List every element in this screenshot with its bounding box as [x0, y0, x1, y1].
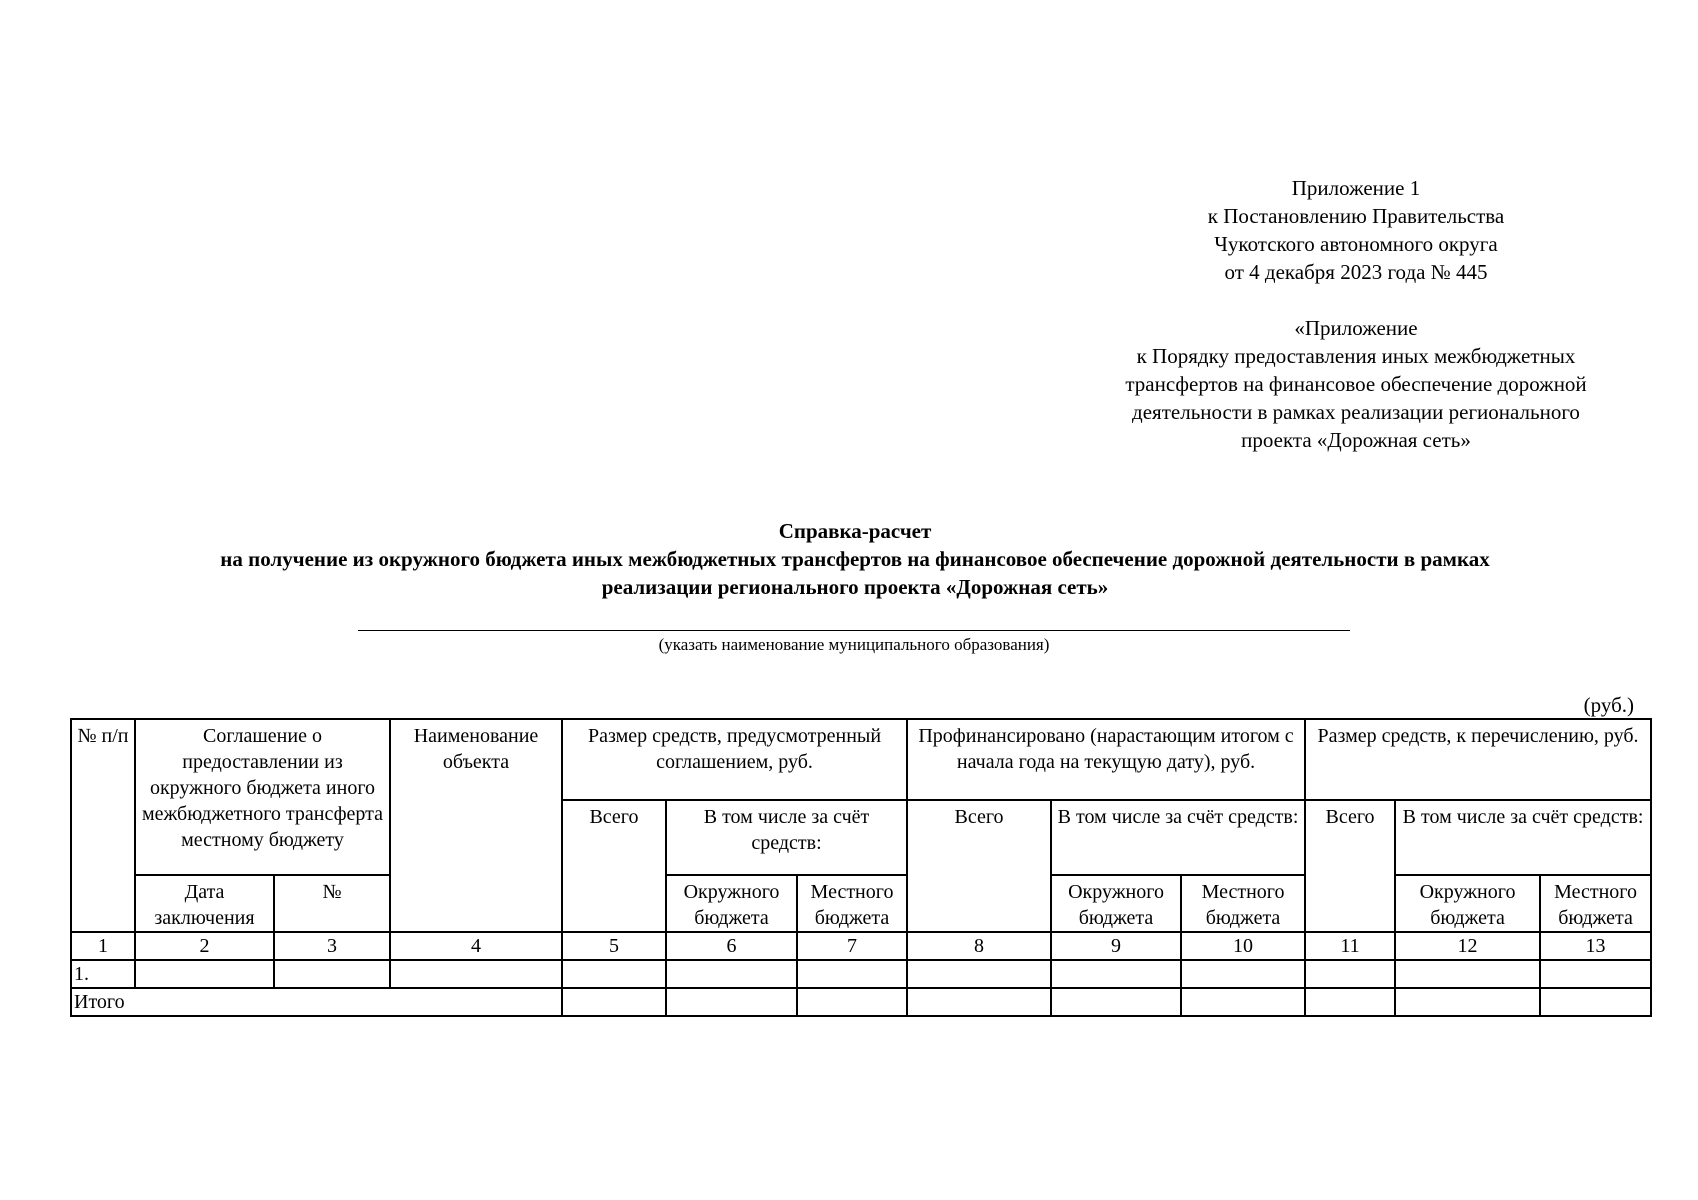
column-number: 1 [71, 932, 135, 960]
calculation-table [70, 718, 1652, 1017]
empty-cell[interactable] [562, 960, 666, 988]
header-transfer-including: В том числе за счёт средств: [1395, 800, 1651, 875]
header-planned: Размер средств, предусмотренный соглашением, руб. [562, 719, 907, 800]
column-number: 8 [907, 932, 1051, 960]
empty-cell[interactable] [666, 960, 797, 988]
procedure-appendix-heading [1056, 314, 1656, 454]
empty-cell[interactable] [1540, 988, 1651, 1016]
appendix-line: трансфертов на финансовое обеспечение дорожной [1125, 372, 1587, 396]
empty-cell[interactable] [135, 960, 274, 988]
header-transfer-total: Всего [1305, 800, 1395, 932]
title-line: реализации регионального проекта «Дорожная сеть» [601, 575, 1109, 599]
empty-cell[interactable] [666, 988, 797, 1016]
header-financed-local: Местного бюджета [1181, 875, 1305, 932]
empty-cell[interactable] [797, 988, 907, 1016]
header-transfer-district: Окружного бюджета [1395, 875, 1540, 932]
empty-cell[interactable] [1540, 960, 1651, 988]
empty-cell[interactable] [1051, 960, 1181, 988]
column-number: 5 [562, 932, 666, 960]
header-planned-including: В том числе за счёт средств: [666, 800, 907, 875]
currency-unit: (руб.) [1583, 693, 1634, 717]
empty-cell[interactable] [907, 988, 1051, 1016]
appendix-line: деятельности в рамках реализации регионального [1132, 400, 1580, 424]
column-number: 2 [135, 932, 274, 960]
table-row [71, 960, 1651, 988]
municipality-name-line[interactable] [358, 630, 1350, 631]
table-header-row [71, 719, 1651, 800]
title-line: Справка-расчет [778, 519, 932, 543]
empty-cell[interactable] [1181, 960, 1305, 988]
column-number: 13 [1540, 932, 1651, 960]
header-object-name: Наименование объекта [390, 719, 562, 932]
empty-cell[interactable] [1395, 988, 1540, 1016]
empty-cell[interactable] [797, 960, 907, 988]
empty-cell[interactable] [274, 960, 390, 988]
empty-cell[interactable] [1305, 988, 1395, 1016]
empty-cell[interactable] [562, 988, 666, 1016]
appendix-line: к Порядку предоставления иных межбюджетных [1136, 344, 1576, 368]
header-to-transfer: Размер средств, к перечислению, руб. [1305, 719, 1651, 800]
appendix-line: «Приложение [1294, 316, 1418, 340]
appendix-heading [1056, 174, 1656, 286]
column-number: 4 [390, 932, 562, 960]
header-planned-local: Местного бюджета [797, 875, 907, 932]
header-financed-total: Всего [907, 800, 1051, 932]
header-financed: Профинансировано (нарастающим итогом с начала года на текущую дату), руб. [907, 719, 1305, 800]
table-header-row [71, 875, 1651, 932]
total-row [71, 988, 1651, 1016]
empty-cell[interactable] [907, 960, 1051, 988]
column-number: 10 [1181, 932, 1305, 960]
appendix-line: проекта «Дорожная сеть» [1241, 428, 1471, 452]
empty-cell[interactable] [1051, 988, 1181, 1016]
column-number: 6 [666, 932, 797, 960]
header-planned-total: Всего [562, 800, 666, 932]
empty-cell[interactable] [390, 960, 562, 988]
empty-cell[interactable] [1305, 960, 1395, 988]
header-financed-district: Окружного бюджета [1051, 875, 1181, 932]
header-agreement-date: Дата заключения [135, 875, 274, 932]
document-title [60, 517, 1650, 601]
municipality-caption: (указать наименование муниципального образования) [658, 635, 1050, 654]
column-number: 7 [797, 932, 907, 960]
column-number-row [71, 932, 1651, 960]
column-number: 3 [274, 932, 390, 960]
header-financed-including: В том числе за счёт средств: [1051, 800, 1305, 875]
title-line: на получение из окружного бюджета иных межбюджетных трансфертов на финансовое обеспечение дорожной деятельности в рамках [220, 547, 1490, 571]
total-label: Итого [71, 988, 562, 1016]
row-number: 1. [71, 960, 135, 988]
column-number: 12 [1395, 932, 1540, 960]
appendix-line: Чукотского автономного округа [1214, 232, 1498, 256]
column-number: 11 [1305, 932, 1395, 960]
header-agreement-number: № [274, 875, 390, 932]
appendix-line: к Постановлению Правительства [1207, 204, 1505, 228]
empty-cell[interactable] [1395, 960, 1540, 988]
appendix-line: Приложение 1 [1291, 176, 1421, 200]
empty-cell[interactable] [1181, 988, 1305, 1016]
header-num: № п/п [71, 719, 135, 932]
header-agreement: Соглашение о предоставлении из окружного бюджета иного межбюджетного трансферта местному бюджету [135, 719, 390, 875]
header-transfer-local: Местного бюджета [1540, 875, 1651, 932]
column-number: 9 [1051, 932, 1181, 960]
appendix-line: от 4 декабря 2023 года № 445 [1224, 260, 1488, 284]
header-planned-district: Окружного бюджета [666, 875, 797, 932]
